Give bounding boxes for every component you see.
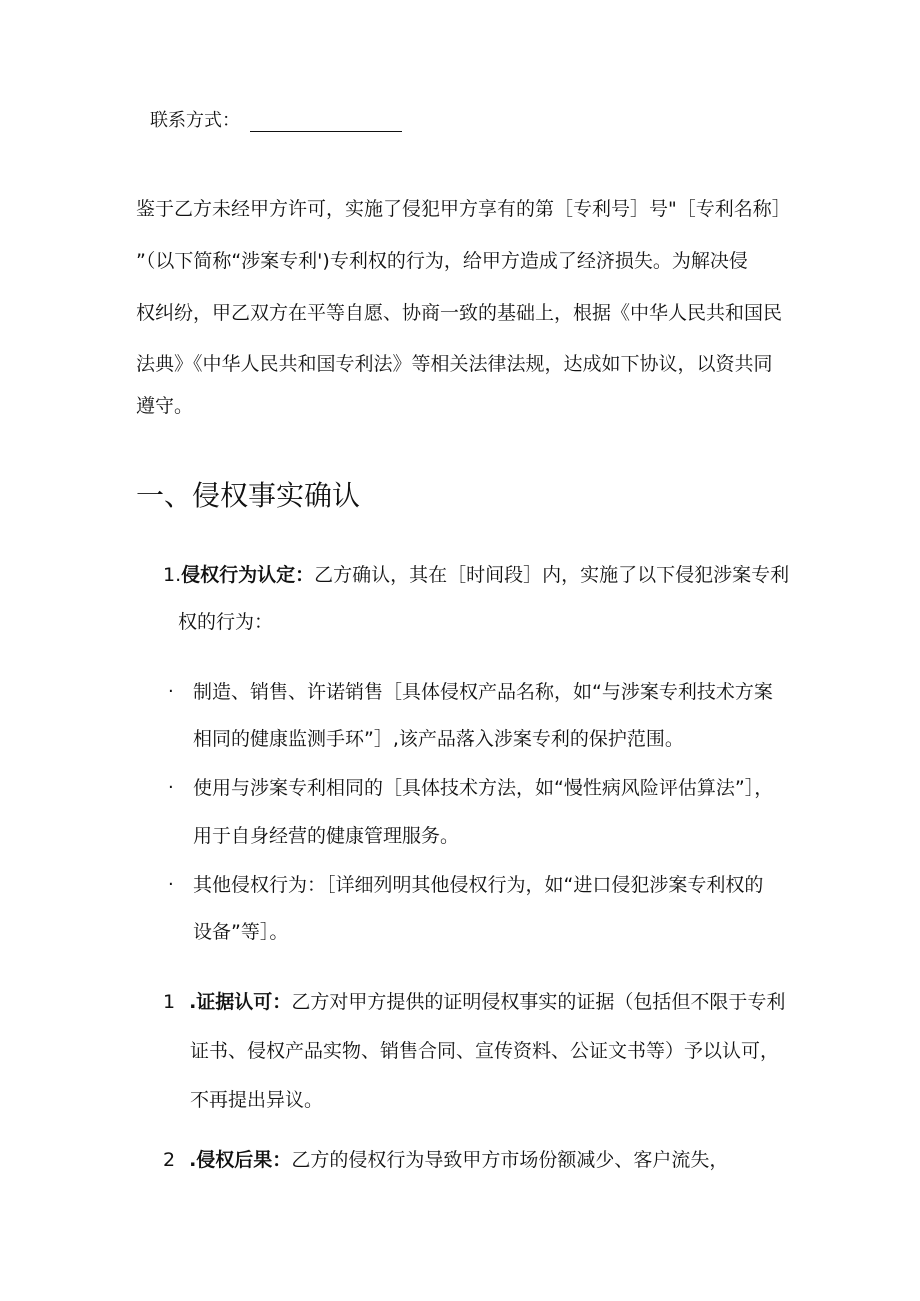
section-heading: 一、侵权事实确认	[136, 479, 361, 512]
bullet-1-line-2: 相同的健康监测手环”］,该产品落入涉案专利的保护范围。	[193, 728, 684, 750]
contact-line	[150, 106, 402, 132]
intro-line-3: 权纠纷，甲乙双方在平等自愿、协商一致的基础上，根据《中华人民共和国民	[136, 302, 783, 324]
item2-text: 乙方对甲方提供的证明侵权事实的证据（包括但不限于专利	[291, 991, 786, 1013]
item1-number: 1.	[163, 564, 182, 586]
item3-text: 乙方的侵权行为导致甲方市场份额减少、客户流失，	[291, 1149, 729, 1171]
item3-number: 2	[163, 1149, 176, 1171]
bullet-1-line-1: 制造、销售、许诺销售［具体侵权产品名称，如“与涉案专利技术方案	[193, 681, 773, 703]
contact-label: 联系方式：	[150, 110, 240, 131]
item2-line-1	[163, 976, 785, 1028]
item2-line-3: 不再提出异议。	[190, 1089, 324, 1111]
bullet-3-line-2: 设备”等］。	[193, 921, 289, 943]
bullet-3-line-1: 其他侵权行为：［详细列明其他侵权行为，如“进口侵犯涉案专利权的	[193, 874, 764, 896]
intro-line-2: ”（以下简称“涉案专利')专利权的行为，给甲方造成了经济损失。为解决侵	[136, 250, 748, 272]
intro-line-4: 法典》《中华人民共和国专利法》等相关法律法规，达成如下协议，以资共同	[136, 353, 773, 375]
item3-line-1	[163, 1134, 728, 1186]
item1-text: 乙方确认，其在［时间段］内，实施了以下侵犯涉案专利	[314, 564, 790, 586]
bullet-2-line-2: 用于自身经营的健康管理服务。	[193, 825, 460, 847]
item1-title: 侵权行为认定：	[181, 564, 315, 586]
bullet-1-dot: ·	[168, 681, 174, 702]
item2-title: .证据认可：	[189, 991, 292, 1013]
item1-line-2: 权的行为：	[178, 611, 274, 633]
bullet-3-dot: ·	[168, 874, 174, 895]
bullet-2-dot: ·	[168, 777, 174, 798]
intro-line-1: 鉴于乙方未经甲方许可，实施了侵犯甲方享有的第［专利号］号"［专利名称］	[136, 198, 791, 220]
item2-line-2: 证书、侵权产品实物、销售合同、宣传资料、公证文书等）予以认可，	[190, 1040, 780, 1062]
contact-blank-field	[250, 113, 402, 132]
bullet-2-line-1: 使用与涉案专利相同的［具体技术方法，如“慢性病风险评估算法”］，	[193, 777, 774, 799]
intro-line-5: 遵守。	[136, 395, 194, 417]
item3-title: .侵权后果：	[189, 1149, 292, 1171]
item1-line-1	[163, 549, 789, 601]
item2-number: 1	[163, 991, 176, 1013]
